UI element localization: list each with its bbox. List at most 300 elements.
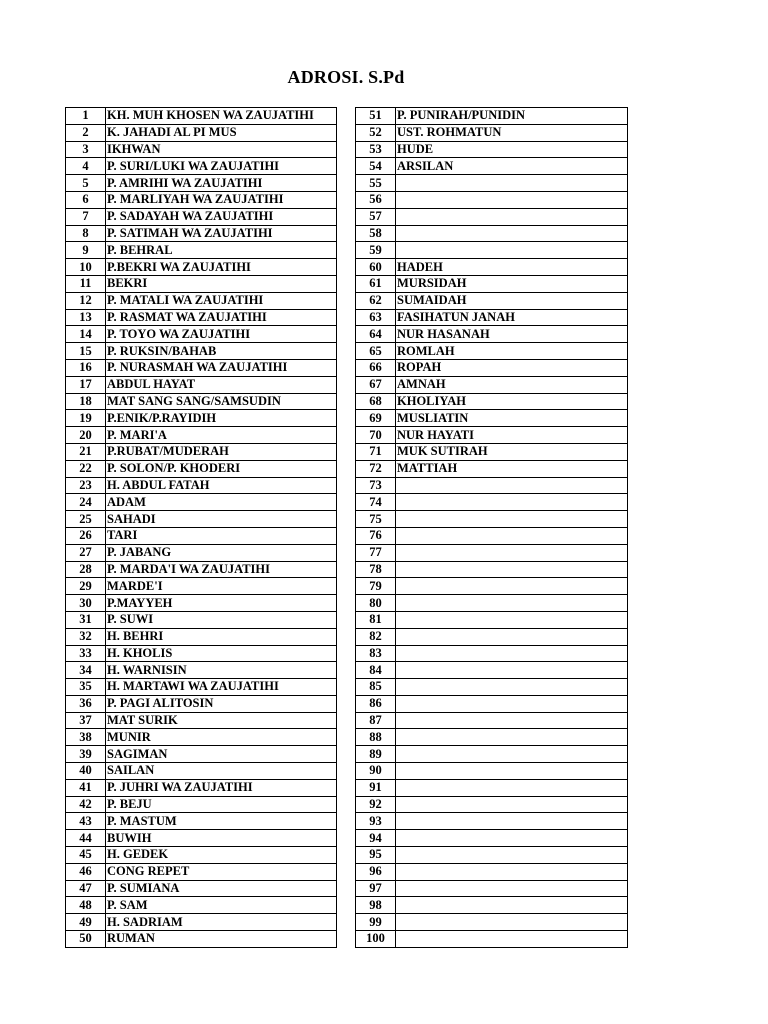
row-number: 45 bbox=[66, 847, 106, 864]
row-name: NUR HASANAH bbox=[396, 326, 628, 343]
row-number: 82 bbox=[356, 628, 396, 645]
row-name: UST. ROHMATUN bbox=[396, 124, 628, 141]
row-name: ADAM bbox=[106, 494, 337, 511]
row-name: P.RUBAT/MUDERAH bbox=[106, 443, 337, 460]
table-row bbox=[66, 863, 337, 880]
row-number: 25 bbox=[66, 511, 106, 528]
row-name bbox=[396, 662, 628, 679]
row-number: 32 bbox=[66, 628, 106, 645]
table-row bbox=[66, 746, 337, 763]
row-number: 26 bbox=[66, 527, 106, 544]
table-row bbox=[356, 830, 628, 847]
row-number: 89 bbox=[356, 746, 396, 763]
table-row bbox=[66, 847, 337, 864]
row-name bbox=[396, 746, 628, 763]
table-row bbox=[66, 813, 337, 830]
row-number: 47 bbox=[66, 880, 106, 897]
row-name: H. BEHRI bbox=[106, 628, 337, 645]
row-name: H. KHOLIS bbox=[106, 645, 337, 662]
row-number: 28 bbox=[66, 561, 106, 578]
row-number: 66 bbox=[356, 359, 396, 376]
table-row bbox=[356, 158, 628, 175]
row-name: P. TOYO WA ZAUJATIHI bbox=[106, 326, 337, 343]
row-number: 37 bbox=[66, 712, 106, 729]
table-row bbox=[356, 662, 628, 679]
row-number: 67 bbox=[356, 376, 396, 393]
row-name bbox=[396, 191, 628, 208]
table-row bbox=[66, 830, 337, 847]
table-row bbox=[66, 628, 337, 645]
table-row bbox=[66, 376, 337, 393]
page-title: ADROSI. S.Pd bbox=[287, 67, 405, 87]
table-row bbox=[356, 259, 628, 276]
table-row bbox=[66, 259, 337, 276]
row-number: 84 bbox=[356, 662, 396, 679]
row-number: 29 bbox=[66, 578, 106, 595]
table-row bbox=[66, 208, 337, 225]
row-number: 75 bbox=[356, 511, 396, 528]
table-row bbox=[66, 410, 337, 427]
row-name: BEKRI bbox=[106, 275, 337, 292]
row-name: P. RASMAT WA ZAUJATIHI bbox=[106, 309, 337, 326]
row-name: FASIHATUN JANAH bbox=[396, 309, 628, 326]
row-number: 24 bbox=[66, 494, 106, 511]
table-row bbox=[356, 427, 628, 444]
row-number: 72 bbox=[356, 460, 396, 477]
row-name: P. MARLIYAH WA ZAUJATIHI bbox=[106, 191, 337, 208]
row-name bbox=[396, 880, 628, 897]
row-number: 39 bbox=[66, 746, 106, 763]
row-name: P.MAYYEH bbox=[106, 595, 337, 612]
table-row bbox=[66, 527, 337, 544]
table-row bbox=[356, 779, 628, 796]
row-number: 55 bbox=[356, 175, 396, 192]
table-row bbox=[66, 393, 337, 410]
row-name: SAHADI bbox=[106, 511, 337, 528]
table-row bbox=[356, 494, 628, 511]
table-row bbox=[356, 511, 628, 528]
table-row bbox=[356, 477, 628, 494]
table-row bbox=[356, 628, 628, 645]
row-number: 44 bbox=[66, 830, 106, 847]
row-number: 14 bbox=[66, 326, 106, 343]
row-number: 80 bbox=[356, 595, 396, 612]
row-number: 83 bbox=[356, 645, 396, 662]
row-name: SAILAN bbox=[106, 763, 337, 780]
row-number: 71 bbox=[356, 443, 396, 460]
table-row bbox=[66, 779, 337, 796]
row-number: 78 bbox=[356, 561, 396, 578]
table-row bbox=[356, 175, 628, 192]
row-number: 13 bbox=[66, 309, 106, 326]
row-name bbox=[396, 578, 628, 595]
table-row bbox=[66, 494, 337, 511]
row-number: 58 bbox=[356, 225, 396, 242]
table-row bbox=[66, 914, 337, 931]
row-number: 34 bbox=[66, 662, 106, 679]
row-number: 40 bbox=[66, 763, 106, 780]
row-name bbox=[396, 628, 628, 645]
row-number: 3 bbox=[66, 141, 106, 158]
row-name: ABDUL HAYAT bbox=[106, 376, 337, 393]
row-number: 50 bbox=[66, 931, 106, 948]
row-number: 31 bbox=[66, 611, 106, 628]
row-name bbox=[396, 544, 628, 561]
row-number: 64 bbox=[356, 326, 396, 343]
row-number: 20 bbox=[66, 427, 106, 444]
table-row bbox=[66, 460, 337, 477]
row-number: 88 bbox=[356, 729, 396, 746]
table-row bbox=[356, 880, 628, 897]
table-row bbox=[66, 729, 337, 746]
row-name bbox=[396, 813, 628, 830]
row-name: MAT SANG SANG/SAMSUDIN bbox=[106, 393, 337, 410]
row-number: 46 bbox=[66, 863, 106, 880]
row-number: 22 bbox=[66, 460, 106, 477]
row-name bbox=[396, 695, 628, 712]
row-number: 49 bbox=[66, 914, 106, 931]
row-name bbox=[396, 931, 628, 948]
table-row bbox=[66, 712, 337, 729]
table-row bbox=[356, 729, 628, 746]
row-number: 52 bbox=[356, 124, 396, 141]
table-row bbox=[66, 141, 337, 158]
row-name: P. AMRIHI WA ZAUJATIHI bbox=[106, 175, 337, 192]
row-name: P. PUNIRAH/PUNIDIN bbox=[396, 108, 628, 125]
row-number: 9 bbox=[66, 242, 106, 259]
table-row bbox=[356, 242, 628, 259]
table-row bbox=[356, 443, 628, 460]
table-row bbox=[66, 309, 337, 326]
row-name: P. SATIMAH WA ZAUJATIHI bbox=[106, 225, 337, 242]
row-number: 41 bbox=[66, 779, 106, 796]
table-row bbox=[66, 191, 337, 208]
table-row bbox=[356, 225, 628, 242]
row-name bbox=[396, 527, 628, 544]
row-number: 4 bbox=[66, 158, 106, 175]
table-row bbox=[66, 796, 337, 813]
row-number: 60 bbox=[356, 259, 396, 276]
table-row bbox=[356, 679, 628, 696]
row-name: ROPAH bbox=[396, 359, 628, 376]
row-number: 36 bbox=[66, 695, 106, 712]
row-number: 51 bbox=[356, 108, 396, 125]
table-row bbox=[66, 292, 337, 309]
row-name: P. MARDA'I WA ZAUJATIHI bbox=[106, 561, 337, 578]
table-row bbox=[356, 695, 628, 712]
row-number: 54 bbox=[356, 158, 396, 175]
table-row bbox=[356, 359, 628, 376]
table-row bbox=[356, 309, 628, 326]
row-name bbox=[396, 830, 628, 847]
row-number: 62 bbox=[356, 292, 396, 309]
table-row bbox=[66, 108, 337, 125]
table-row bbox=[66, 578, 337, 595]
row-name: P. NURASMAH WA ZAUJATIHI bbox=[106, 359, 337, 376]
row-name: H. SADRIAM bbox=[106, 914, 337, 931]
row-number: 21 bbox=[66, 443, 106, 460]
row-number: 79 bbox=[356, 578, 396, 595]
table-row bbox=[356, 527, 628, 544]
row-number: 48 bbox=[66, 897, 106, 914]
table-row bbox=[356, 376, 628, 393]
row-number: 5 bbox=[66, 175, 106, 192]
row-name: H. WARNISIN bbox=[106, 662, 337, 679]
table-row bbox=[66, 561, 337, 578]
row-name bbox=[396, 494, 628, 511]
row-name: P. MASTUM bbox=[106, 813, 337, 830]
table-row bbox=[356, 561, 628, 578]
table-row bbox=[356, 611, 628, 628]
row-name: HUDE bbox=[396, 141, 628, 158]
row-name: SUMAIDAH bbox=[396, 292, 628, 309]
table-body-right bbox=[356, 108, 628, 948]
table-row bbox=[356, 108, 628, 125]
table-row bbox=[356, 141, 628, 158]
row-name bbox=[396, 611, 628, 628]
row-name: TARI bbox=[106, 527, 337, 544]
row-name: P. BEJU bbox=[106, 796, 337, 813]
row-name: P.BEKRI WA ZAUJATIHI bbox=[106, 259, 337, 276]
row-number: 53 bbox=[356, 141, 396, 158]
row-name bbox=[396, 779, 628, 796]
table-row bbox=[66, 242, 337, 259]
row-number: 70 bbox=[356, 427, 396, 444]
row-number: 18 bbox=[66, 393, 106, 410]
table-row bbox=[66, 427, 337, 444]
row-name: HADEH bbox=[396, 259, 628, 276]
table-row bbox=[356, 292, 628, 309]
row-number: 76 bbox=[356, 527, 396, 544]
table-row bbox=[66, 695, 337, 712]
row-number: 43 bbox=[66, 813, 106, 830]
row-name bbox=[396, 763, 628, 780]
row-name: P. JABANG bbox=[106, 544, 337, 561]
table-row bbox=[66, 880, 337, 897]
row-name: P.ENIK/P.RAYIDIH bbox=[106, 410, 337, 427]
row-number: 93 bbox=[356, 813, 396, 830]
row-name: MARDE'I bbox=[106, 578, 337, 595]
table-row bbox=[356, 460, 628, 477]
row-number: 74 bbox=[356, 494, 396, 511]
row-number: 97 bbox=[356, 880, 396, 897]
table-row bbox=[356, 343, 628, 360]
row-name bbox=[396, 863, 628, 880]
row-number: 61 bbox=[356, 275, 396, 292]
row-name bbox=[396, 897, 628, 914]
row-number: 57 bbox=[356, 208, 396, 225]
row-name: H. ABDUL FATAH bbox=[106, 477, 337, 494]
row-name: NUR HAYATI bbox=[396, 427, 628, 444]
table-row bbox=[356, 191, 628, 208]
row-number: 91 bbox=[356, 779, 396, 796]
row-name bbox=[396, 796, 628, 813]
row-name: BUWIH bbox=[106, 830, 337, 847]
table-row bbox=[356, 275, 628, 292]
row-name: K. JAHADI AL PI MUS bbox=[106, 124, 337, 141]
row-number: 42 bbox=[66, 796, 106, 813]
row-name bbox=[396, 477, 628, 494]
row-name: P. SOLON/P. KHODERI bbox=[106, 460, 337, 477]
row-name bbox=[396, 847, 628, 864]
row-number: 19 bbox=[66, 410, 106, 427]
row-number: 87 bbox=[356, 712, 396, 729]
row-number: 30 bbox=[66, 595, 106, 612]
table-row bbox=[356, 897, 628, 914]
table-body-left bbox=[66, 108, 337, 948]
row-name bbox=[396, 561, 628, 578]
row-number: 100 bbox=[356, 931, 396, 948]
row-name: MUNIR bbox=[106, 729, 337, 746]
row-number: 8 bbox=[66, 225, 106, 242]
table-row bbox=[66, 611, 337, 628]
row-name bbox=[396, 175, 628, 192]
table-row bbox=[356, 595, 628, 612]
table-row bbox=[66, 443, 337, 460]
table-row bbox=[356, 393, 628, 410]
table-row bbox=[356, 578, 628, 595]
row-number: 92 bbox=[356, 796, 396, 813]
table-row bbox=[66, 511, 337, 528]
row-number: 77 bbox=[356, 544, 396, 561]
table-row bbox=[66, 645, 337, 662]
row-name: ROMLAH bbox=[396, 343, 628, 360]
table-row bbox=[356, 544, 628, 561]
row-number: 95 bbox=[356, 847, 396, 864]
table-row bbox=[356, 746, 628, 763]
table-row bbox=[66, 897, 337, 914]
row-number: 16 bbox=[66, 359, 106, 376]
row-name bbox=[396, 242, 628, 259]
row-number: 99 bbox=[356, 914, 396, 931]
table-row bbox=[66, 544, 337, 561]
row-name: MUK SUTIRAH bbox=[396, 443, 628, 460]
row-name: MURSIDAH bbox=[396, 275, 628, 292]
row-name bbox=[396, 208, 628, 225]
row-name bbox=[396, 511, 628, 528]
row-number: 33 bbox=[66, 645, 106, 662]
row-number: 86 bbox=[356, 695, 396, 712]
table-row bbox=[356, 863, 628, 880]
row-name bbox=[396, 914, 628, 931]
table-row bbox=[66, 158, 337, 175]
table-row bbox=[66, 124, 337, 141]
row-name: IKHWAN bbox=[106, 141, 337, 158]
row-name bbox=[396, 225, 628, 242]
table-row bbox=[66, 931, 337, 948]
row-name: P. BEHRAL bbox=[106, 242, 337, 259]
row-name: RUMAN bbox=[106, 931, 337, 948]
row-number: 98 bbox=[356, 897, 396, 914]
row-number: 23 bbox=[66, 477, 106, 494]
row-name: P. MATALI WA ZAUJATIHI bbox=[106, 292, 337, 309]
row-number: 96 bbox=[356, 863, 396, 880]
row-name: CONG REPET bbox=[106, 863, 337, 880]
table-row bbox=[356, 763, 628, 780]
row-number: 65 bbox=[356, 343, 396, 360]
table-row bbox=[356, 410, 628, 427]
row-name bbox=[396, 729, 628, 746]
row-number: 1 bbox=[66, 108, 106, 125]
table-row bbox=[356, 208, 628, 225]
row-name: MUSLIATIN bbox=[396, 410, 628, 427]
table-row bbox=[356, 931, 628, 948]
row-number: 56 bbox=[356, 191, 396, 208]
row-number: 63 bbox=[356, 309, 396, 326]
row-number: 69 bbox=[356, 410, 396, 427]
row-name: P. SAM bbox=[106, 897, 337, 914]
table-row bbox=[66, 225, 337, 242]
table-row bbox=[66, 326, 337, 343]
row-number: 6 bbox=[66, 191, 106, 208]
row-name: H. MARTAWI WA ZAUJATIHI bbox=[106, 679, 337, 696]
row-number: 85 bbox=[356, 679, 396, 696]
row-name: P. SUWI bbox=[106, 611, 337, 628]
row-number: 27 bbox=[66, 544, 106, 561]
row-number: 81 bbox=[356, 611, 396, 628]
row-name: KH. MUH KHOSEN WA ZAUJATIHI bbox=[106, 108, 337, 125]
row-number: 2 bbox=[66, 124, 106, 141]
table-row bbox=[66, 359, 337, 376]
row-number: 68 bbox=[356, 393, 396, 410]
row-number: 59 bbox=[356, 242, 396, 259]
row-name: AMNAH bbox=[396, 376, 628, 393]
row-number: 12 bbox=[66, 292, 106, 309]
row-name bbox=[396, 645, 628, 662]
table-row bbox=[356, 712, 628, 729]
row-number: 73 bbox=[356, 477, 396, 494]
table-row bbox=[66, 175, 337, 192]
row-name: P. SURI/LUKI WA ZAUJATIHI bbox=[106, 158, 337, 175]
row-name: MATTIAH bbox=[396, 460, 628, 477]
row-number: 15 bbox=[66, 343, 106, 360]
row-name: SAGIMAN bbox=[106, 746, 337, 763]
table-row bbox=[356, 124, 628, 141]
name-table-left bbox=[65, 107, 337, 948]
row-number: 10 bbox=[66, 259, 106, 276]
table-row bbox=[66, 595, 337, 612]
table-row bbox=[356, 645, 628, 662]
row-number: 7 bbox=[66, 208, 106, 225]
table-row bbox=[66, 343, 337, 360]
row-name bbox=[396, 679, 628, 696]
row-number: 38 bbox=[66, 729, 106, 746]
table-row bbox=[66, 679, 337, 696]
row-number: 17 bbox=[66, 376, 106, 393]
row-name: P. PAGI ALITOSIN bbox=[106, 695, 337, 712]
row-name bbox=[396, 595, 628, 612]
table-row bbox=[66, 275, 337, 292]
row-number: 11 bbox=[66, 275, 106, 292]
name-table-right bbox=[355, 107, 628, 948]
row-name: ARSILAN bbox=[396, 158, 628, 175]
row-name: H. GEDEK bbox=[106, 847, 337, 864]
row-name: KHOLIYAH bbox=[396, 393, 628, 410]
row-name: P. SADAYAH WA ZAUJATIHI bbox=[106, 208, 337, 225]
row-name: P. SUMIANA bbox=[106, 880, 337, 897]
table-row bbox=[356, 326, 628, 343]
table-row bbox=[356, 813, 628, 830]
table-row bbox=[356, 796, 628, 813]
table-row bbox=[356, 847, 628, 864]
row-number: 94 bbox=[356, 830, 396, 847]
table-row bbox=[356, 914, 628, 931]
table-row bbox=[66, 477, 337, 494]
row-name: P. RUKSIN/BAHAB bbox=[106, 343, 337, 360]
row-name: MAT SURIK bbox=[106, 712, 337, 729]
row-number: 35 bbox=[66, 679, 106, 696]
row-name bbox=[396, 712, 628, 729]
